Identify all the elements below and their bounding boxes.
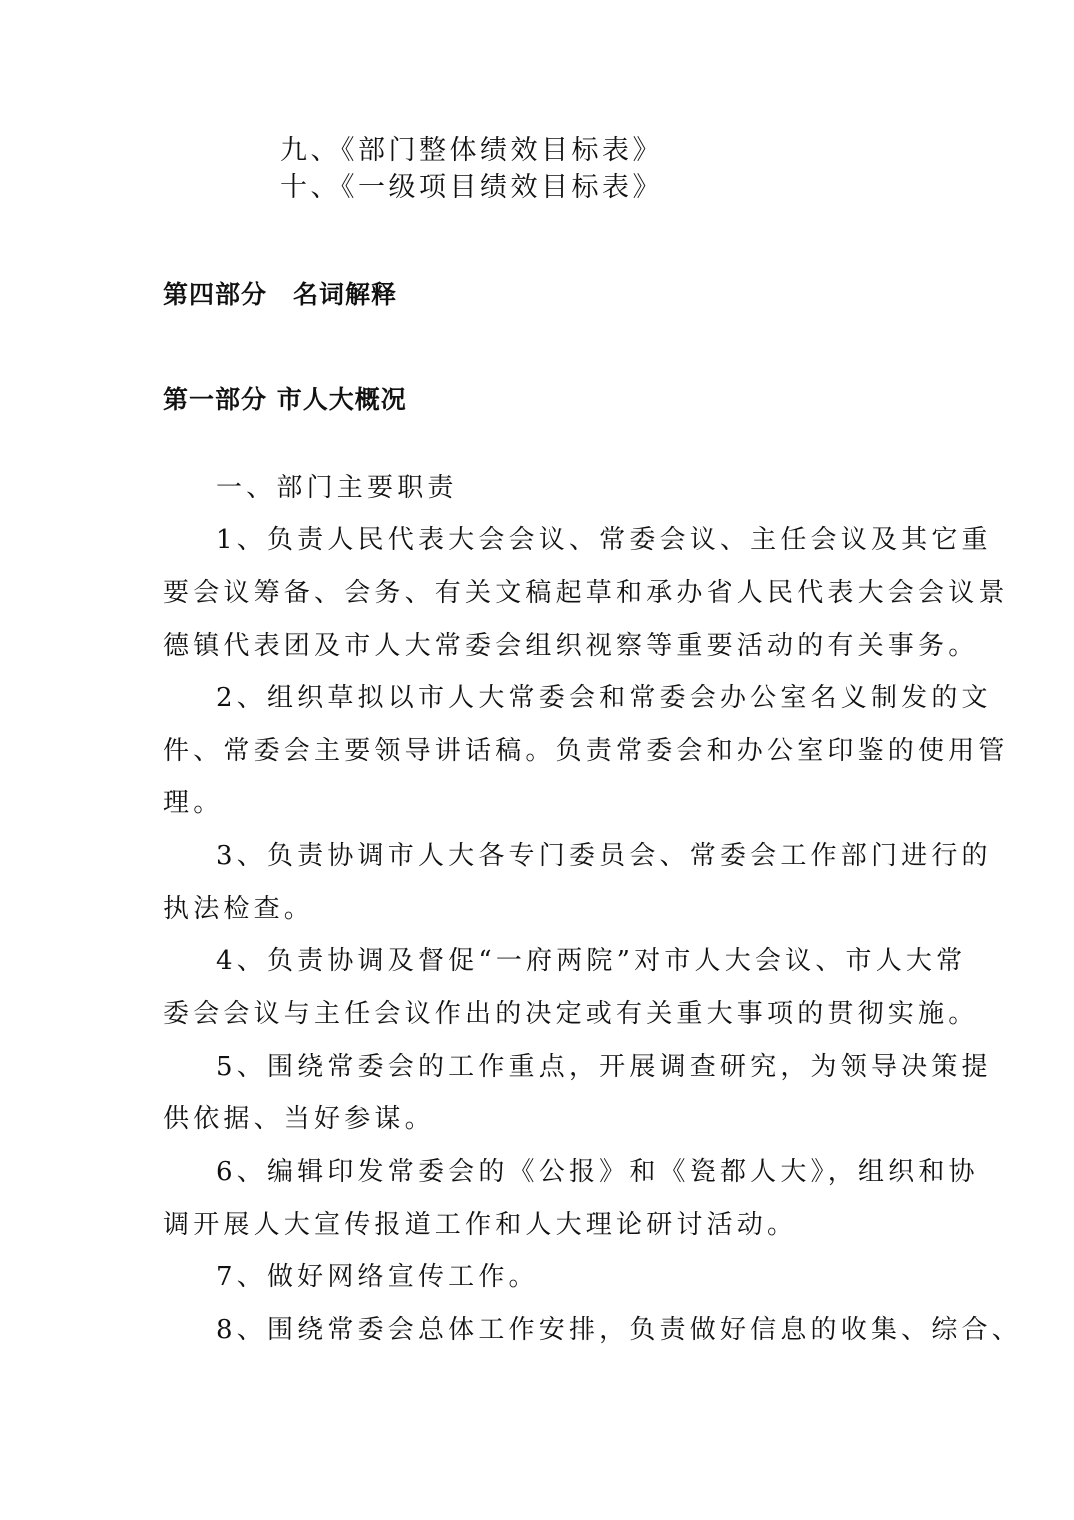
duty-7-line-1: 7、做好网络宣传工作。 (216, 1262, 539, 1292)
duty-2-line-1: 2、组织草拟以市人大常委会和常委会办公室名义制发的文 (216, 683, 992, 713)
heading-part-4: 第四部分 名词解释 (163, 280, 398, 309)
duty-3-line-1: 3、负责协调市人大各专门委员会、常委会工作部门进行的 (216, 841, 992, 871)
duty-2-line-2: 件、常委会主要领导讲话稿。负责常委会和办公室印鉴的使用管 (163, 736, 1009, 766)
section-title: 一、部门主要职责 (216, 473, 458, 503)
toc-item-10: 十、《一级项目绩效目标表》 (280, 172, 663, 203)
duty-8-line-1: 8、围绕常委会总体工作安排，负责做好信息的收集、综合、 (216, 1315, 1022, 1345)
duty-1-line-3: 德镇代表团及市人大常委会组织视察等重要活动的有关事务。 (163, 631, 979, 661)
toc-item-9: 九、《部门整体绩效目标表》 (280, 135, 663, 166)
duty-5-line-1: 5、围绕常委会的工作重点，开展调查研究，为领导决策提 (216, 1052, 992, 1082)
duty-6-line-1: 6、编辑印发常委会的《公报》和《瓷都人大》，组织和协 (216, 1157, 979, 1187)
duty-4-line-1: 4、负责协调及督促“一府两院”对市人大会议、市人大常 (216, 946, 967, 976)
duty-6-line-2: 调开展人大宣传报道工作和人大理论研讨活动。 (163, 1210, 798, 1240)
duty-4-line-2: 委会会议与主任会议作出的决定或有关重大事项的贯彻实施。 (163, 999, 979, 1029)
duty-1-line-2: 要会议筹备、会务、有关文稿起草和承办省人民代表大会会议景 (163, 578, 1009, 608)
duty-2-line-3: 理。 (163, 788, 224, 818)
duty-5-line-2: 供依据、当好参谋。 (163, 1104, 435, 1134)
duty-1-line-1: 1、负责人民代表大会会议、常委会议、主任会议及其它重 (216, 525, 992, 555)
duty-3-line-2: 执法检查。 (163, 894, 315, 924)
heading-part-1: 第一部分 市人大概况 (163, 385, 407, 414)
